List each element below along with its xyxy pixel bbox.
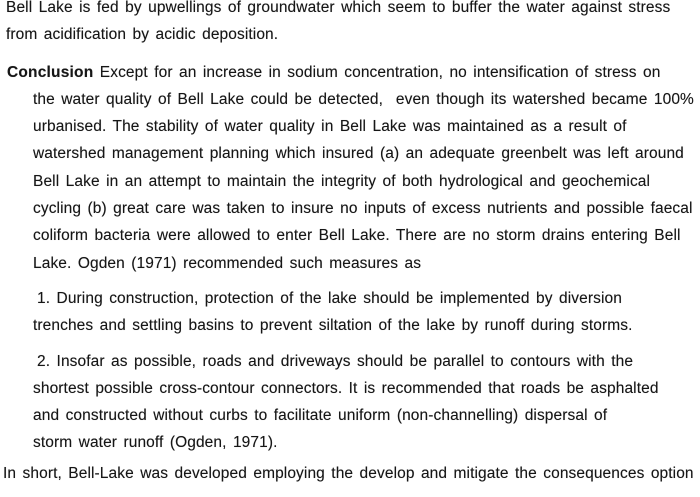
paragraph-summary	[0, 460, 700, 487]
text-line: Bell Lake in an attempt to maintain the integrity of both hydrological and geochemical	[33, 172, 651, 190]
text-line: In short, Bell-Lake was developed employing the develop and mitigate the consequences option	[3, 464, 694, 482]
text-line: and constructed without curbs to facilitate uniform (non-channelling) dispersal of	[33, 407, 608, 425]
text-line	[7, 59, 700, 86]
text-line: shortest possible cross-contour connectors. It is recommended that roads be asphalted	[33, 379, 659, 397]
text-line: 1. During construction, protection of the lake should be implemented by diversion	[37, 289, 622, 307]
text-run: Except for an increase in sodium concentration, no intensification of stress on	[93, 63, 661, 81]
text-line: from acidification by acidic deposition.	[6, 26, 279, 44]
text-line: Bell Lake is fed by upwellings of groundwater which seem to buffer the water against stress	[6, 0, 671, 16]
paragraph-intro	[0, 0, 700, 49]
text-line: cycling (b) great care was taken to insure no inputs of excess nutrients and possible faecal	[33, 200, 693, 218]
text-line: 2. Insofar as possible, roads and driveways should be parallel to contours with the	[37, 352, 634, 370]
text-line: trenches and settling basins to prevent siltation of the lake by runoff during storms.	[33, 317, 633, 335]
paragraph-conclusion	[0, 59, 700, 277]
list-item-2	[0, 348, 700, 457]
text-line: storm water runoff (Ogden, 1971).	[33, 434, 278, 452]
conclusion-heading: Conclusion	[7, 63, 94, 81]
text-line: urbanised. The stability of water quality in Bell Lake was maintained as a result of	[33, 118, 627, 136]
text-line: Lake. Ogden (1971) recommended such measures as	[33, 254, 422, 272]
list-item-1	[0, 285, 700, 340]
text-line: coliform bacteria were allowed to enter Bell Lake. There are no storm drains entering Bell	[33, 227, 681, 245]
text-line: the water quality of Bell Lake could be detected, even though its watershed became 100%	[33, 90, 694, 108]
text-line: watershed management planning which insured (a) an adequate greenbelt was left around	[33, 145, 684, 163]
